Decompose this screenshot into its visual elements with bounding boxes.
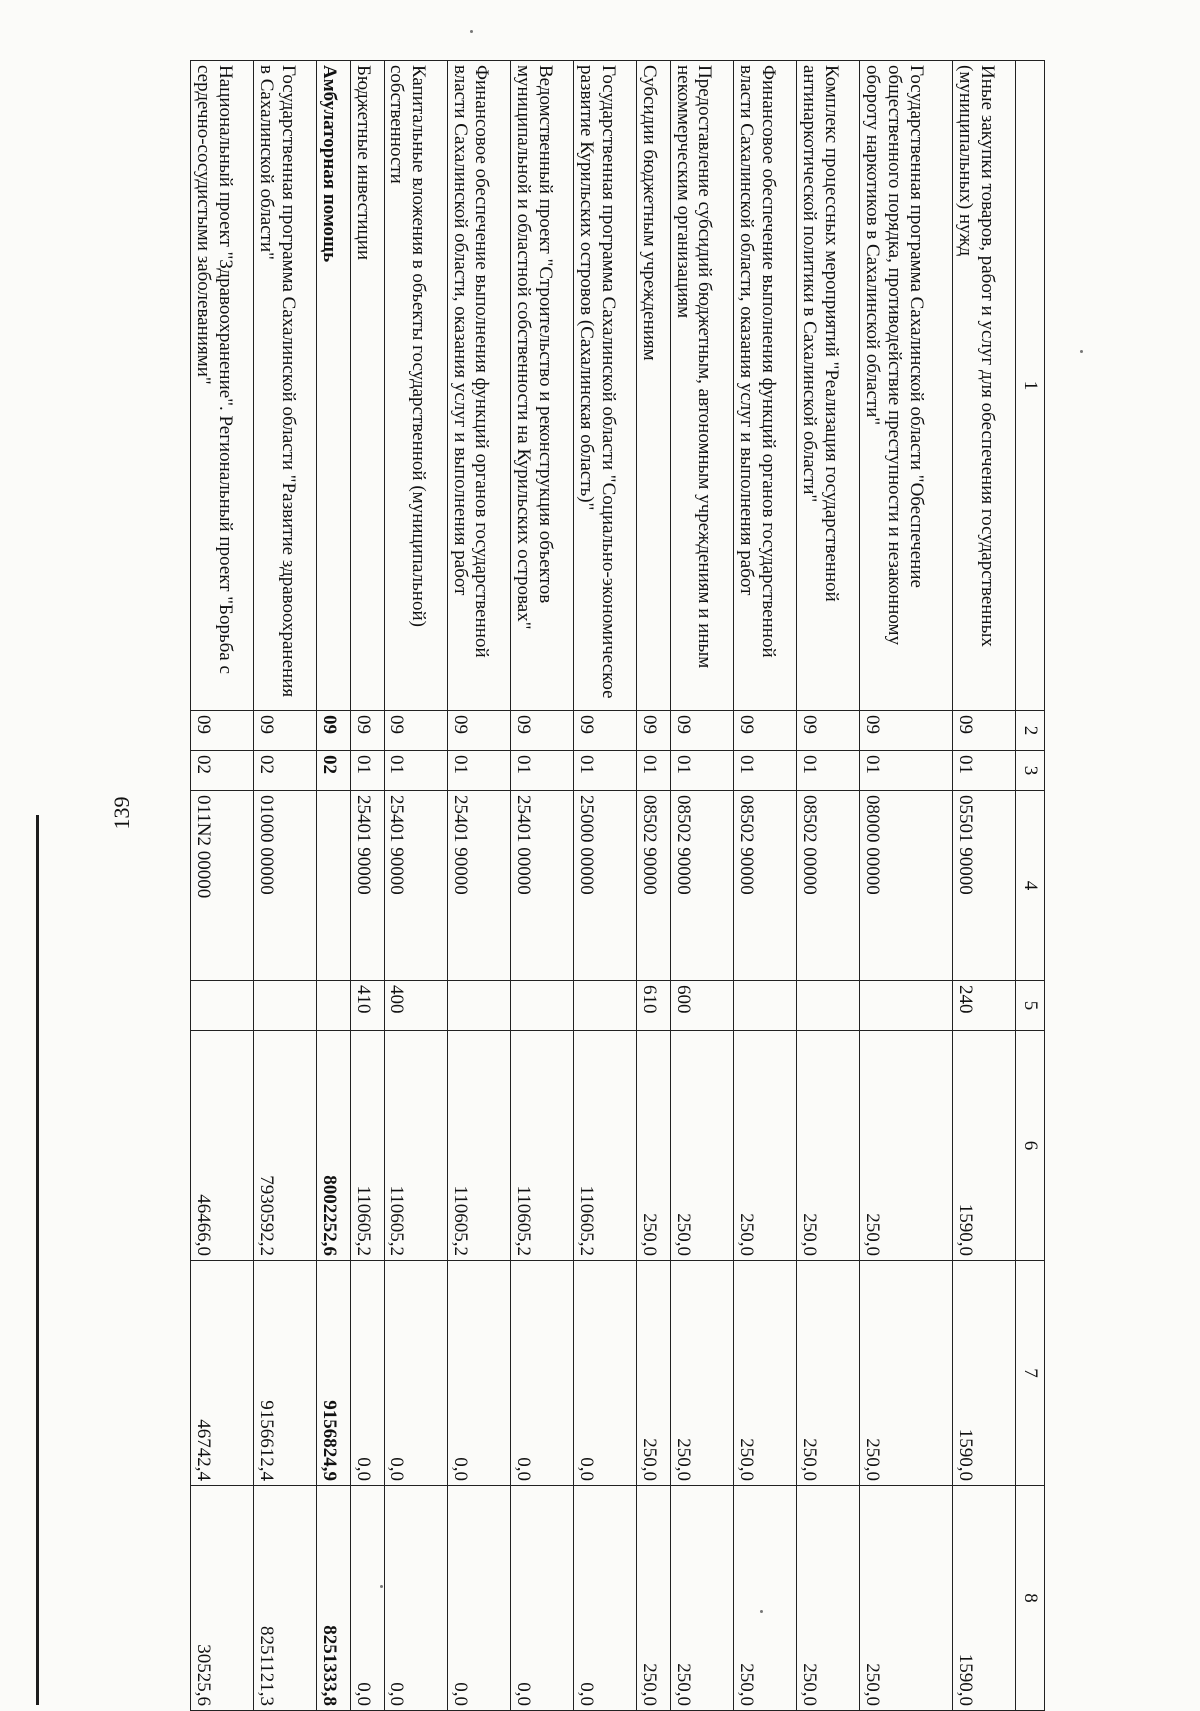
amount-col8-cell: 1590,0: [952, 1486, 1015, 1711]
amount-col7-cell: 250,0: [860, 1261, 953, 1486]
amount-col6-cell: 250,0: [797, 1031, 860, 1261]
amount-col7-cell: 46742,4: [191, 1261, 254, 1486]
amount-col8-cell: 0,0: [384, 1486, 447, 1711]
subsection-code-cell: 01: [733, 751, 796, 791]
amount-col8-cell: 250,0: [860, 1486, 953, 1711]
subsection-code-cell: 01: [574, 751, 637, 791]
subsection-code-cell: 01: [510, 751, 573, 791]
table-row: [384, 61, 447, 1711]
target-article-cell: 08502 00000: [797, 791, 860, 981]
row-name-cell: Субсидии бюджетным учреждениям: [637, 61, 671, 711]
subsection-code-cell: 01: [637, 751, 671, 791]
table-row: [860, 61, 953, 1711]
target-article-cell: 011N2 00000: [191, 791, 254, 981]
target-article-cell: 08000 00000: [860, 791, 953, 981]
target-article-cell: 08502 90000: [733, 791, 796, 981]
row-name-cell: Государственная программа Сахалинской области "Социально-экономическое развитие Курильских островов (Сахалинская область)": [574, 61, 637, 711]
header-row: [1016, 61, 1045, 1711]
amount-col7-cell: 250,0: [670, 1261, 733, 1486]
amount-col6-cell: 7930592,2: [254, 1031, 317, 1261]
amount-col8-cell: 250,0: [733, 1486, 796, 1711]
subsection-code-cell: 01: [351, 751, 385, 791]
section-code-cell: 09: [733, 711, 796, 751]
subsection-code-cell: 02: [254, 751, 317, 791]
row-name-cell: Бюджетные инвестиции: [351, 61, 385, 711]
amount-col8-cell: 0,0: [447, 1486, 510, 1711]
section-code-cell: 09: [510, 711, 573, 751]
amount-col7-cell: 9156612,4: [254, 1261, 317, 1486]
row-name-cell: Государственная программа Сахалинской области "Развитие здравоохранения в Сахалинской области": [254, 61, 317, 711]
amount-col6-cell: 110605,2: [447, 1031, 510, 1261]
subsection-code-cell: 02: [191, 751, 254, 791]
section-code-cell: 09: [317, 711, 351, 751]
amount-col7-cell: 1590,0: [952, 1261, 1015, 1486]
table-row: [733, 61, 796, 1711]
target-article-cell: 08502 90000: [637, 791, 671, 981]
expense-type-cell: [254, 981, 317, 1031]
table-row: [254, 61, 317, 1711]
amount-col6-cell: 46466,0: [191, 1031, 254, 1261]
amount-col8-cell: 0,0: [574, 1486, 637, 1711]
rotated-table-wrapper: [190, 60, 1045, 1710]
header-cell-8: 8: [1016, 1486, 1045, 1711]
expense-type-cell: 600: [670, 981, 733, 1031]
amount-col6-cell: 250,0: [733, 1031, 796, 1261]
subsection-code-cell: 01: [952, 751, 1015, 791]
amount-col7-cell: 0,0: [447, 1261, 510, 1486]
table-row: [952, 61, 1015, 1711]
amount-col7-cell: 0,0: [384, 1261, 447, 1486]
expense-type-cell: [733, 981, 796, 1031]
row-name-cell: Капитальные вложения в объекты государственной (муниципальной) собственности: [384, 61, 447, 711]
row-name-cell: Иные закупки товаров, работ и услуг для обеспечения государственных (муниципальных) нужд: [952, 61, 1015, 711]
header-cell-6: 6: [1016, 1031, 1045, 1261]
amount-col6-cell: 110605,2: [510, 1031, 573, 1261]
subsection-code-cell: 01: [670, 751, 733, 791]
amount-col7-cell: 250,0: [733, 1261, 796, 1486]
header-cell-5: 5: [1016, 981, 1045, 1031]
amount-col8-cell: 250,0: [637, 1486, 671, 1711]
row-name-cell: Финансовое обеспечение выполнения функций органов государственной власти Сахалинской области, оказания услуг и выполнения работ: [447, 61, 510, 711]
expense-type-cell: [860, 981, 953, 1031]
expense-type-cell: [574, 981, 637, 1031]
table-row: [574, 61, 637, 1711]
target-article-cell: [317, 791, 351, 981]
expense-type-cell: [317, 981, 351, 1031]
header-cell-3: 3: [1016, 751, 1045, 791]
table-row: [670, 61, 733, 1711]
row-name-cell: Амбулаторная помощь: [317, 61, 351, 711]
amount-col6-cell: 250,0: [860, 1031, 953, 1261]
amount-col6-cell: 250,0: [670, 1031, 733, 1261]
subsection-code-cell: 01: [447, 751, 510, 791]
amount-col7-cell: 0,0: [510, 1261, 573, 1486]
subsection-code-cell: 01: [384, 751, 447, 791]
amount-col7-cell: 0,0: [574, 1261, 637, 1486]
amount-col7-cell: 0,0: [351, 1261, 385, 1486]
table-row: [191, 61, 254, 1711]
amount-col6-cell: 1590,0: [952, 1031, 1015, 1261]
expense-type-cell: 240: [952, 981, 1015, 1031]
row-name-cell: Национальный проект "Здравоохранение". Региональный проект "Борьба с сердечно-сосудистыми заболеваниями": [191, 61, 254, 711]
section-code-cell: 09: [952, 711, 1015, 751]
binding-edge-line: [36, 815, 39, 1705]
scan-speck: [470, 30, 473, 33]
row-name-cell: Государственная программа Сахалинской области "Обеспечение общественного порядка, противодействие преступности и незаконному обороту наркотиков в Сахалинской области": [860, 61, 953, 711]
section-code-cell: 09: [797, 711, 860, 751]
header-cell-7: 7: [1016, 1261, 1045, 1486]
section-code-cell: 09: [191, 711, 254, 751]
target-article-cell: 25401 00000: [510, 791, 573, 981]
amount-col6-cell: 250,0: [637, 1031, 671, 1261]
amount-col8-cell: 8251121,3: [254, 1486, 317, 1711]
section-code-cell: 09: [447, 711, 510, 751]
row-name-cell: Предоставление субсидий бюджетным, автономным учреждениям и иным некоммерческим организациям: [670, 61, 733, 711]
header-cell-4: 4: [1016, 791, 1045, 981]
amount-col7-cell: 250,0: [797, 1261, 860, 1486]
subsection-code-cell: 02: [317, 751, 351, 791]
target-article-cell: 25000 00000: [574, 791, 637, 981]
table-row: [447, 61, 510, 1711]
section-code-cell: 09: [574, 711, 637, 751]
amount-col8-cell: 30525,6: [191, 1486, 254, 1711]
amount-col8-cell: 250,0: [670, 1486, 733, 1711]
target-article-cell: 05501 90000: [952, 791, 1015, 981]
amount-col8-cell: 8251333,8: [317, 1486, 351, 1711]
expense-type-cell: [447, 981, 510, 1031]
expense-type-cell: [191, 981, 254, 1031]
amount-col8-cell: 250,0: [797, 1486, 860, 1711]
amount-col6-cell: 110605,2: [384, 1031, 447, 1261]
row-name-cell: Финансовое обеспечение выполнения функций органов государственной власти Сахалинской области, оказания услуг и выполнения работ: [733, 61, 796, 711]
table-row: [637, 61, 671, 1711]
expense-type-cell: 410: [351, 981, 385, 1031]
budget-table: [190, 60, 1045, 1711]
amount-col8-cell: 0,0: [510, 1486, 573, 1711]
subsection-code-cell: 01: [860, 751, 953, 791]
header-cell-2: 2: [1016, 711, 1045, 751]
subsection-code-cell: 01: [797, 751, 860, 791]
amount-col8-cell: 0,0: [351, 1486, 385, 1711]
table-row: [351, 61, 385, 1711]
section-code-cell: 09: [351, 711, 385, 751]
expense-type-cell: 400: [384, 981, 447, 1031]
header-cell-1: 1: [1016, 61, 1045, 711]
amount-col6-cell: 110605,2: [351, 1031, 385, 1261]
target-article-cell: 25401 90000: [384, 791, 447, 981]
amount-col6-cell: 110605,2: [574, 1031, 637, 1261]
table-row: [797, 61, 860, 1711]
table-row: [510, 61, 573, 1711]
amount-col7-cell: 9156824,9: [317, 1261, 351, 1486]
expense-type-cell: [797, 981, 860, 1031]
target-article-cell: 25401 90000: [351, 791, 385, 981]
section-code-cell: 09: [254, 711, 317, 751]
section-code-cell: 09: [670, 711, 733, 751]
section-code-cell: 09: [637, 711, 671, 751]
section-code-cell: 09: [384, 711, 447, 751]
row-name-cell: Комплекс процессных мероприятий "Реализация государственной антинаркотической политики в Сахалинской области": [797, 61, 860, 711]
expense-type-cell: [510, 981, 573, 1031]
target-article-cell: 01000 00000: [254, 791, 317, 981]
section-code-cell: 09: [860, 711, 953, 751]
expense-type-cell: 610: [637, 981, 671, 1031]
table-row: [317, 61, 351, 1711]
target-article-cell: 08502 90000: [670, 791, 733, 981]
page-number: 139: [109, 796, 134, 830]
scan-speck: [1080, 350, 1083, 353]
amount-col7-cell: 250,0: [637, 1261, 671, 1486]
amount-col6-cell: 8002252,6: [317, 1031, 351, 1261]
row-name-cell: Ведомственный проект "Строительство и реконструкция объектов муниципальной и областной собственности на Курильских островах": [510, 61, 573, 711]
target-article-cell: 25401 90000: [447, 791, 510, 981]
